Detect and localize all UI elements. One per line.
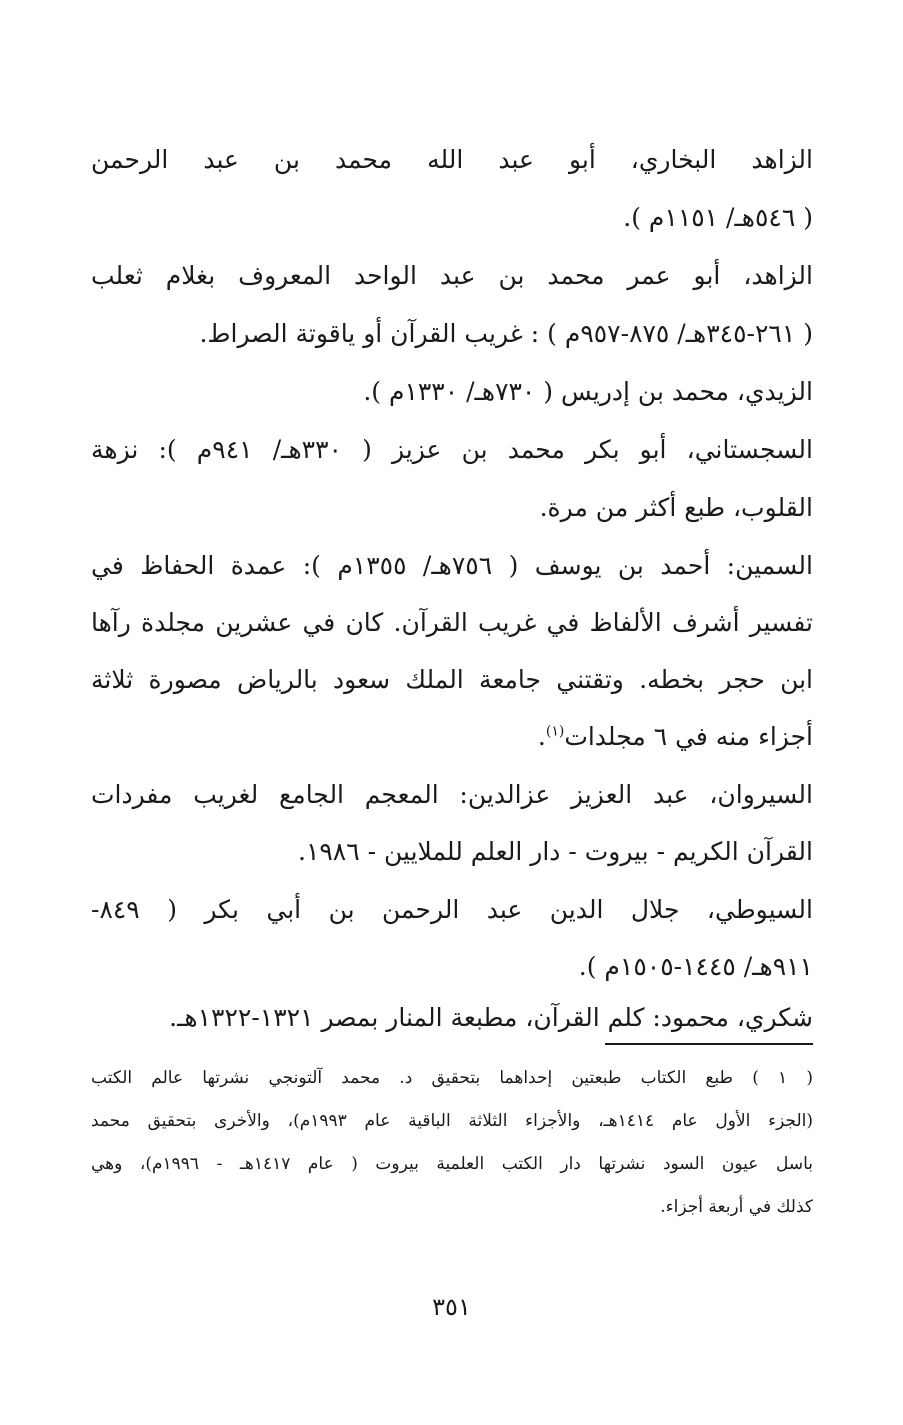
entry-line: الزاهد البخاري، أبو عبد الله محمد بن عبد الرحمن xyxy=(91,145,813,174)
entry-punctuation: . xyxy=(537,722,546,751)
page-number: ٣٥١ xyxy=(432,1293,471,1321)
entry-line: القلوب، طبع أكثر من مرة. xyxy=(539,493,813,522)
entry-line: ( ٥٤٦هـ/ ١١٥١م ). xyxy=(623,203,813,232)
entry-line: القرآن الكريم - بيروت - دار العلم للملايين - ١٩٨٦. xyxy=(298,837,813,866)
entry-line: الزاهد، أبو عمر محمد بن عبد الواحد المعروف بغلام ثعلب xyxy=(91,261,813,290)
footnote-separator xyxy=(605,1043,813,1045)
entry-line-with-footnote xyxy=(91,719,813,755)
entry-line: السجستاني، أبو بكر محمد بن عزيز ( ٣٣٠هـ/ ٩٤١م ): نزهة xyxy=(91,435,813,464)
entry-line: الزيدي، محمد بن إدريس ( ٧٣٠هـ/ ١٣٣٠م ). xyxy=(363,377,813,406)
footnote-reference[interactable]: (١) xyxy=(545,723,565,740)
entry-line: السمين: أحمد بن يوسف ( ٧٥٦هـ/ ١٣٥٥م ): عمدة الحفاظ في xyxy=(91,551,813,580)
footnote-line: باسل عيون السود نشرتها دار الكتب العلمية بيروت ( عام ١٤١٧هـ - ١٩٩٦م)، وهي xyxy=(91,1154,813,1174)
entry-line: ( ٢٦١-٣٤٥هـ/ ٨٧٥-٩٥٧م ) : غريب القرآن أو ياقوتة الصراط. xyxy=(199,319,813,348)
entry-line: السيوطي، جلال الدين عبد الرحمن بن أبي بكر ( ٨٤٩- xyxy=(91,895,813,924)
entry-line: ٩١١هـ/ ١٤٤٥-١٥٠٥م ). xyxy=(578,952,813,981)
entry-line: شكري، محمود: كلم القرآن، مطبعة المنار بمصر ١٣٢١-١٣٢٢هـ. xyxy=(169,1003,813,1032)
entry-line: تفسير أشرف الألفاظ في غريب القرآن. كان في عشرين مجلدة رآها xyxy=(91,608,813,637)
footnote-line: كذلك في أربعة أجزاء. xyxy=(660,1197,813,1217)
entry-line: السيروان، عبد العزيز عزالدين: المعجم الجامع لغريب مفردات xyxy=(91,780,813,809)
entry-text: أجزاء منه في ٦ مجلدات xyxy=(564,722,813,751)
footnote-line: ( ١ ) طبع الكتاب طبعتين إحداهما بتحقيق د. محمد آلتونجي نشرتها عالم الكتب xyxy=(91,1068,813,1088)
entry-line: ابن حجر بخطه. وتقتني جامعة الملك سعود بالرياض مصورة ثلاثة xyxy=(91,665,813,694)
footnote-line: (الجزء الأول عام ١٤١٤هـ، والأجزاء الثلاثة الباقية عام ١٩٩٣م)، والأخرى بتحقيق محمد xyxy=(91,1111,813,1131)
